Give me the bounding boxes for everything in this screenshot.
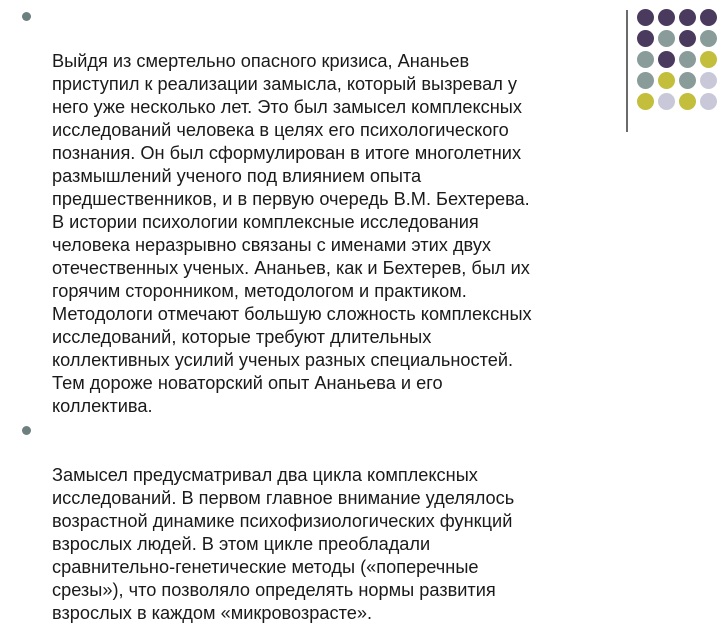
- decorative-dot-icon: [658, 72, 675, 89]
- decorative-dot-icon: [658, 9, 675, 26]
- decorative-dot-icon: [679, 9, 696, 26]
- bullet-list: [22, 4, 622, 625]
- decorative-dot-icon: [658, 51, 675, 68]
- decorative-dot-icon: [658, 93, 675, 110]
- decorative-dot-icon: [637, 72, 654, 89]
- bullet-dot-icon: [22, 426, 31, 435]
- vertical-divider-line: [626, 10, 628, 132]
- bullet-dot-icon: [22, 12, 31, 21]
- decorative-dot-icon: [700, 51, 717, 68]
- bullet-text: Замысел предусматривал два цикла комплексных исследований. В первом главное внимание уделялось возрастной динамике психофизиологических функций взрослых людей. В этом цикле преобладали сравнительно-генетические методы («поперечные срезы»), что позволяло определять нормы развития взрослых в каждом «микровозрасте».: [52, 465, 515, 623]
- bullet-item-1: [22, 4, 622, 418]
- decorative-dot-icon: [658, 30, 675, 47]
- bullet-text: Выйдя из смертельно опасного кризиса, Ананьев приступил к реализации замысла, который вызревал у него уже несколько лет. Это был замысел комплексных исследований человека в целях его психологического познания. Он был сформулирован в итоге многолетних размышлений ученого под влиянием опыта предшественников, и в первую очередь В.М. Бехтерева. В истории психологии комплексные исследования человека неразрывно связаны с именами этих двух отечественных ученых. Ананьев, как и Бехтерев, был их горячим сторонником, методологом и практиком. Методологи отмечают большую сложность комплексных исследований, которые требуют длительных коллективных усилий ученых разных специальностей. Тем дороже новаторский опыт Ананьева и его коллектива.: [52, 51, 532, 416]
- decorative-dot-icon: [700, 9, 717, 26]
- decorative-dot-icon: [679, 51, 696, 68]
- decorative-dot-icon: [637, 30, 654, 47]
- bullet-item-2: [22, 418, 622, 625]
- decorative-dot-icon: [637, 93, 654, 110]
- decorative-dot-icon: [679, 72, 696, 89]
- decorative-dot-icon: [637, 51, 654, 68]
- decorative-dot-icon: [637, 9, 654, 26]
- decorative-dot-icon: [700, 30, 717, 47]
- decorative-dot-icon: [700, 72, 717, 89]
- decorative-dot-grid: [637, 9, 720, 115]
- decorative-dot-icon: [679, 93, 696, 110]
- decorative-dot-icon: [679, 30, 696, 47]
- decorative-dot-icon: [700, 93, 717, 110]
